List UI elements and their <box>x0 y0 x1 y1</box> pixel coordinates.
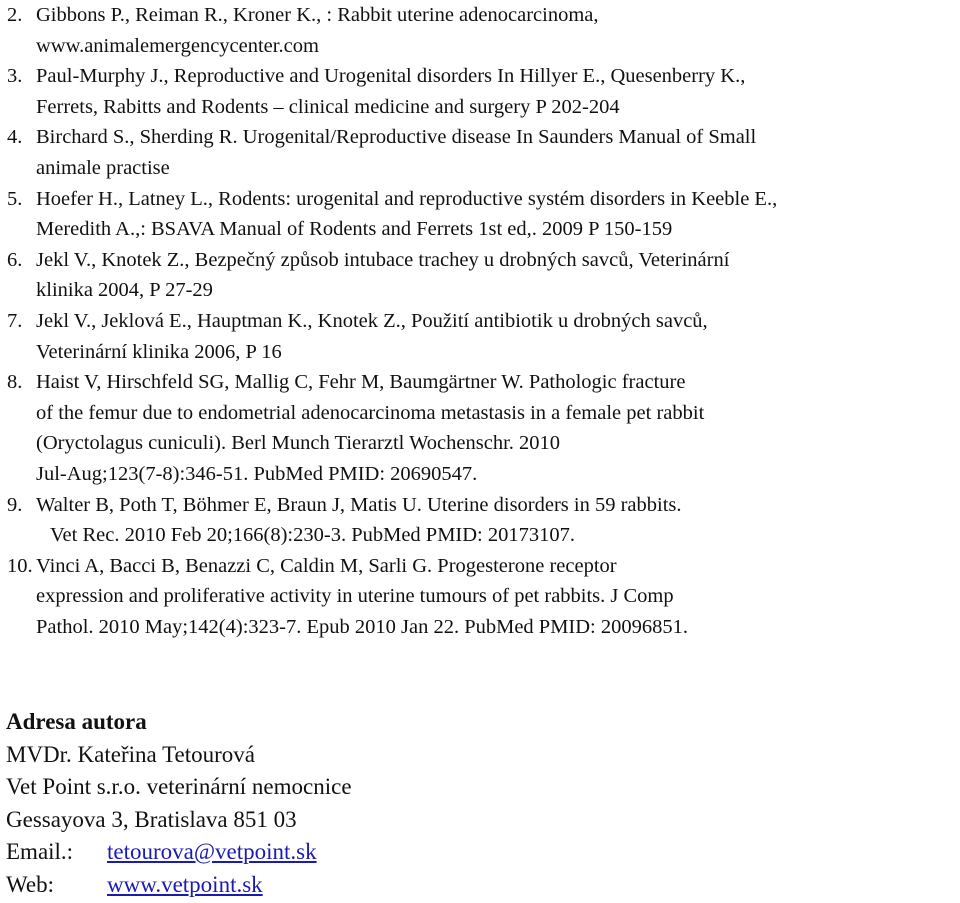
reference-number: 8. <box>7 371 23 394</box>
email-row <box>6 836 352 869</box>
reference-line: www.animalemergencycenter.com <box>36 34 319 57</box>
reference-number: 10. <box>7 554 33 577</box>
reference-number: 4. <box>7 126 23 149</box>
reference-line: Hoefer H., Latney L., Rodents: urogenital and reproductive systém disorders in Keeble E., <box>36 187 778 210</box>
reference-number: 2. <box>7 4 23 26</box>
reference-line: (Oryctolagus cuniculi). Berl Munch Tierarztl Wochenschr. 2010 <box>36 432 561 455</box>
reference-number: 3. <box>7 65 23 88</box>
web-label: Web: <box>6 871 54 897</box>
reference-item <box>7 61 952 122</box>
reference-list <box>7 0 952 642</box>
reference-line: Jul-Aug;123(7-8):346-51. PubMed PMID: 20690547. <box>36 462 478 485</box>
reference-line: Pathol. 2010 May;142(4):323-7. Epub 2010 Jan 22. PubMed PMID: 20096851. <box>36 615 688 638</box>
reference-line: Meredith A.,: BSAVA Manual of Rodents and Ferrets 1st ed,. 2009 P 150-159 <box>36 218 673 241</box>
reference-line: Jekl V., Knotek Z., Bezpečný způsob intubace trachey u drobných savců, Veterinární <box>36 248 730 271</box>
reference-line: Jekl V., Jeklová E., Hauptman K., Knotek Z., Použití antibiotik u drobných savců, <box>36 309 708 332</box>
reference-line: Vet Rec. 2010 Feb 20;166(8):230-3. PubMed PMID: 20173107. <box>50 524 576 547</box>
web-link[interactable]: www.vetpoint.sk <box>107 871 263 897</box>
author-name: MVDr. Kateřina Tetourová <box>6 741 255 767</box>
reference-line: of the femur due to endometrial adenocarcinoma metastasis in a female pet rabbit <box>36 401 705 424</box>
reference-item <box>7 551 952 643</box>
reference-line: klinika 2004, P 27-29 <box>36 279 213 302</box>
organization: Vet Point s.r.o. veterinární nemocnice <box>6 774 352 799</box>
reference-line: Haist V, Hirschfeld SG, Mallig C, Fehr M, Baumgärtner W. Pathologic fracture <box>36 371 686 394</box>
author-address <box>6 706 352 901</box>
reference-item <box>7 367 952 489</box>
reference-line: expression and proliferative activity in uterine tumours of pet rabbits. J Comp <box>36 585 674 608</box>
reference-number: 9. <box>7 493 23 516</box>
reference-number: 7. <box>7 309 23 332</box>
email-link[interactable]: tetourova@vetpoint.sk <box>107 839 317 864</box>
reference-item <box>7 245 952 306</box>
reference-line: Paul-Murphy J., Reproductive and Urogenital disorders In Hillyer E., Quesenberry K., <box>36 65 746 88</box>
reference-item <box>7 184 952 245</box>
reference-line: Walter B, Poth T, Böhmer E, Braun J, Matis U. Uterine disorders in 59 rabbits. <box>36 493 682 516</box>
reference-item <box>7 0 952 61</box>
reference-item <box>7 122 952 183</box>
reference-number: 5. <box>7 187 23 210</box>
reference-line: Vinci A, Bacci B, Benazzi C, Caldin M, Sarli G. Progesterone receptor <box>36 554 617 577</box>
web-row <box>6 869 352 902</box>
reference-line: Veterinární klinika 2006, P 16 <box>36 340 282 363</box>
email-label: Email.: <box>6 839 74 864</box>
address-heading: Adresa autora <box>6 709 147 734</box>
reference-item <box>7 490 952 551</box>
reference-number: 6. <box>7 248 23 271</box>
reference-line: Ferrets, Rabitts and Rodents – clinical medicine and surgery P 202-204 <box>36 95 620 118</box>
street-address: Gessayova 3, Bratislava 851 03 <box>6 806 297 832</box>
reference-line: Birchard S., Sherding R. Urogenital/Reproductive disease In Saunders Manual of Small <box>36 126 757 149</box>
reference-line: animale practise <box>36 156 170 179</box>
reference-line: Gibbons P., Reiman R., Kroner K., : Rabbit uterine adenocarcinoma, <box>36 4 599 26</box>
reference-item <box>7 306 952 367</box>
